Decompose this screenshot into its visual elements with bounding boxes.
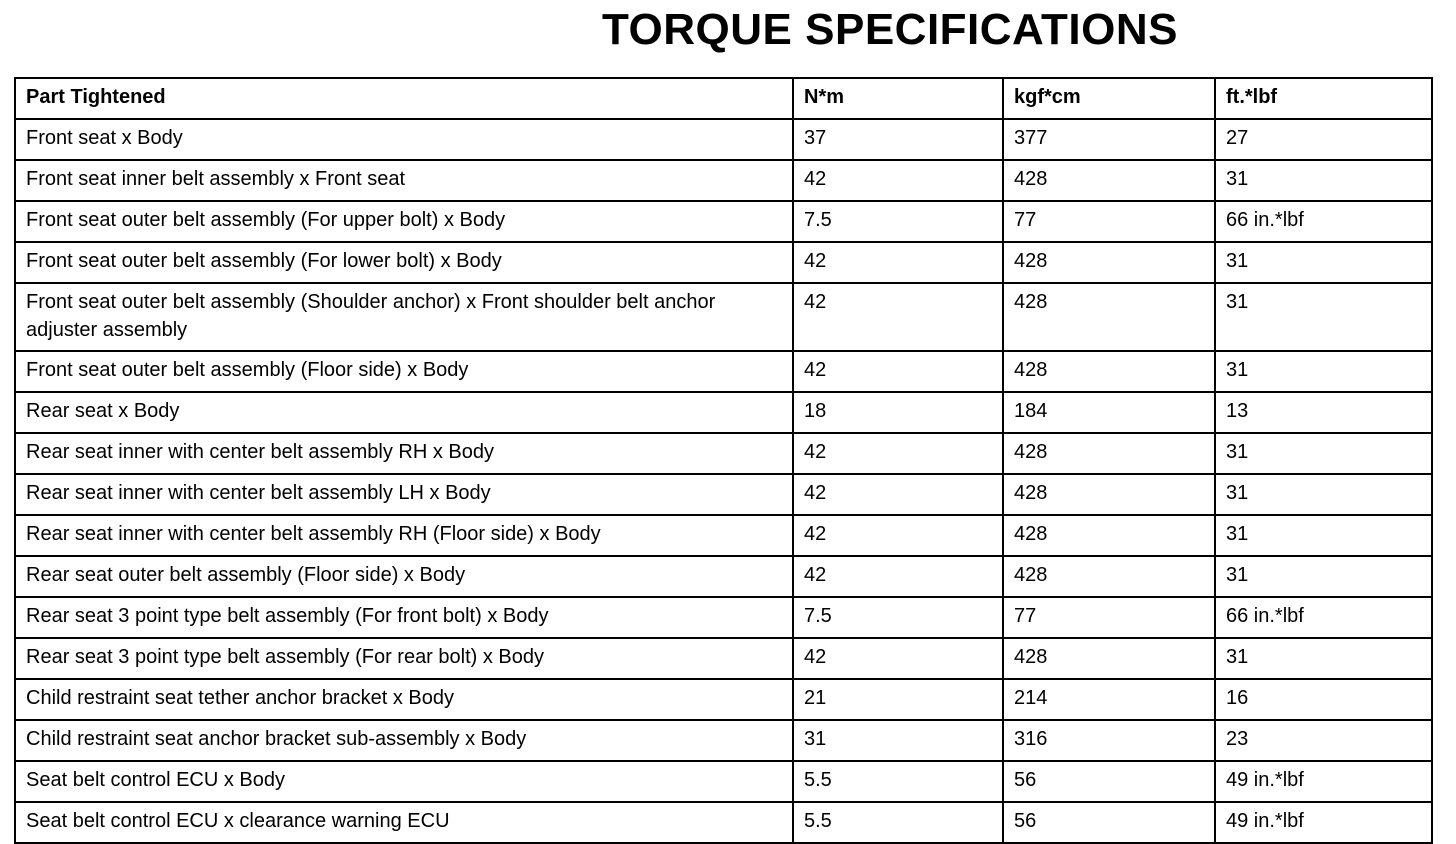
cell-kgf-cm: 56 <box>1003 802 1215 843</box>
cell-part: Rear seat outer belt assembly (Floor side) x Body <box>15 556 793 597</box>
cell-part: Front seat outer belt assembly (For lower bolt) x Body <box>15 242 793 283</box>
cell-ft-lbf: 49 in.*lbf <box>1215 802 1432 843</box>
cell-ft-lbf: 31 <box>1215 474 1432 515</box>
cell-part: Rear seat 3 point type belt assembly (For rear bolt) x Body <box>15 638 793 679</box>
cell-nm: 42 <box>793 638 1003 679</box>
cell-ft-lbf: 31 <box>1215 242 1432 283</box>
cell-kgf-cm: 428 <box>1003 160 1215 201</box>
torque-spec-table <box>14 77 1433 844</box>
header-kgf-cm: kgf*cm <box>1003 78 1215 119</box>
cell-ft-lbf: 31 <box>1215 351 1432 392</box>
cell-nm: 42 <box>793 160 1003 201</box>
cell-part: Rear seat inner with center belt assembly LH x Body <box>15 474 793 515</box>
cell-nm: 37 <box>793 119 1003 160</box>
cell-ft-lbf: 66 in.*lbf <box>1215 597 1432 638</box>
cell-kgf-cm: 77 <box>1003 597 1215 638</box>
cell-part: Front seat outer belt assembly (For upper bolt) x Body <box>15 201 793 242</box>
cell-ft-lbf: 16 <box>1215 679 1432 720</box>
cell-ft-lbf: 31 <box>1215 433 1432 474</box>
cell-part: Seat belt control ECU x Body <box>15 761 793 802</box>
cell-ft-lbf: 66 in.*lbf <box>1215 201 1432 242</box>
cell-kgf-cm: 428 <box>1003 638 1215 679</box>
table-row <box>15 761 1432 802</box>
table-row <box>15 679 1432 720</box>
cell-nm: 42 <box>793 351 1003 392</box>
table-row <box>15 392 1432 433</box>
cell-part: Front seat inner belt assembly x Front seat <box>15 160 793 201</box>
cell-ft-lbf: 31 <box>1215 160 1432 201</box>
cell-nm: 7.5 <box>793 201 1003 242</box>
table-row <box>15 433 1432 474</box>
cell-kgf-cm: 428 <box>1003 283 1215 351</box>
table-row <box>15 515 1432 556</box>
cell-kgf-cm: 428 <box>1003 433 1215 474</box>
cell-part: Child restraint seat tether anchor bracket x Body <box>15 679 793 720</box>
cell-ft-lbf: 27 <box>1215 119 1432 160</box>
cell-ft-lbf: 49 in.*lbf <box>1215 761 1432 802</box>
cell-nm: 7.5 <box>793 597 1003 638</box>
table-row <box>15 597 1432 638</box>
cell-nm: 42 <box>793 474 1003 515</box>
cell-ft-lbf: 31 <box>1215 515 1432 556</box>
cell-ft-lbf: 23 <box>1215 720 1432 761</box>
cell-kgf-cm: 77 <box>1003 201 1215 242</box>
table-row <box>15 160 1432 201</box>
cell-part: Rear seat x Body <box>15 392 793 433</box>
cell-part: Child restraint seat anchor bracket sub-assembly x Body <box>15 720 793 761</box>
cell-kgf-cm: 56 <box>1003 761 1215 802</box>
cell-nm: 42 <box>793 242 1003 283</box>
cell-part: Rear seat inner with center belt assembly RH x Body <box>15 433 793 474</box>
table-row <box>15 802 1432 843</box>
page-title: TORQUE SPECIFICATIONS <box>601 5 1179 54</box>
cell-kgf-cm: 184 <box>1003 392 1215 433</box>
cell-part: Rear seat inner with center belt assembly RH (Floor side) x Body <box>15 515 793 556</box>
cell-nm: 42 <box>793 433 1003 474</box>
cell-part: Seat belt control ECU x clearance warning ECU <box>15 802 793 843</box>
cell-part: Front seat outer belt assembly (Floor side) x Body <box>15 351 793 392</box>
cell-nm: 31 <box>793 720 1003 761</box>
cell-part: Rear seat 3 point type belt assembly (For front bolt) x Body <box>15 597 793 638</box>
table-row <box>15 720 1432 761</box>
cell-nm: 42 <box>793 556 1003 597</box>
table-row <box>15 556 1432 597</box>
cell-nm: 18 <box>793 392 1003 433</box>
cell-ft-lbf: 31 <box>1215 283 1432 351</box>
cell-nm: 42 <box>793 515 1003 556</box>
table-row <box>15 242 1432 283</box>
cell-kgf-cm: 428 <box>1003 242 1215 283</box>
table-row <box>15 474 1432 515</box>
cell-kgf-cm: 377 <box>1003 119 1215 160</box>
cell-kgf-cm: 214 <box>1003 679 1215 720</box>
cell-kgf-cm: 316 <box>1003 720 1215 761</box>
cell-part: Front seat outer belt assembly (Shoulder anchor) x Front shoulder belt anchor adjuster assembly <box>15 283 793 351</box>
cell-kgf-cm: 428 <box>1003 515 1215 556</box>
header-part-tightened: Part Tightened <box>15 78 793 119</box>
cell-ft-lbf: 13 <box>1215 392 1432 433</box>
table-row <box>15 638 1432 679</box>
header-ft-lbf: ft.*lbf <box>1215 78 1432 119</box>
cell-nm: 5.5 <box>793 761 1003 802</box>
header-nm: N*m <box>793 78 1003 119</box>
table-header-row <box>15 78 1432 119</box>
cell-part: Front seat x Body <box>15 119 793 160</box>
cell-kgf-cm: 428 <box>1003 474 1215 515</box>
cell-kgf-cm: 428 <box>1003 351 1215 392</box>
cell-nm: 42 <box>793 283 1003 351</box>
cell-nm: 5.5 <box>793 802 1003 843</box>
table-row <box>15 119 1432 160</box>
cell-nm: 21 <box>793 679 1003 720</box>
table-row <box>15 351 1432 392</box>
table-row <box>15 201 1432 242</box>
cell-kgf-cm: 428 <box>1003 556 1215 597</box>
table-row <box>15 283 1432 351</box>
cell-ft-lbf: 31 <box>1215 638 1432 679</box>
cell-ft-lbf: 31 <box>1215 556 1432 597</box>
